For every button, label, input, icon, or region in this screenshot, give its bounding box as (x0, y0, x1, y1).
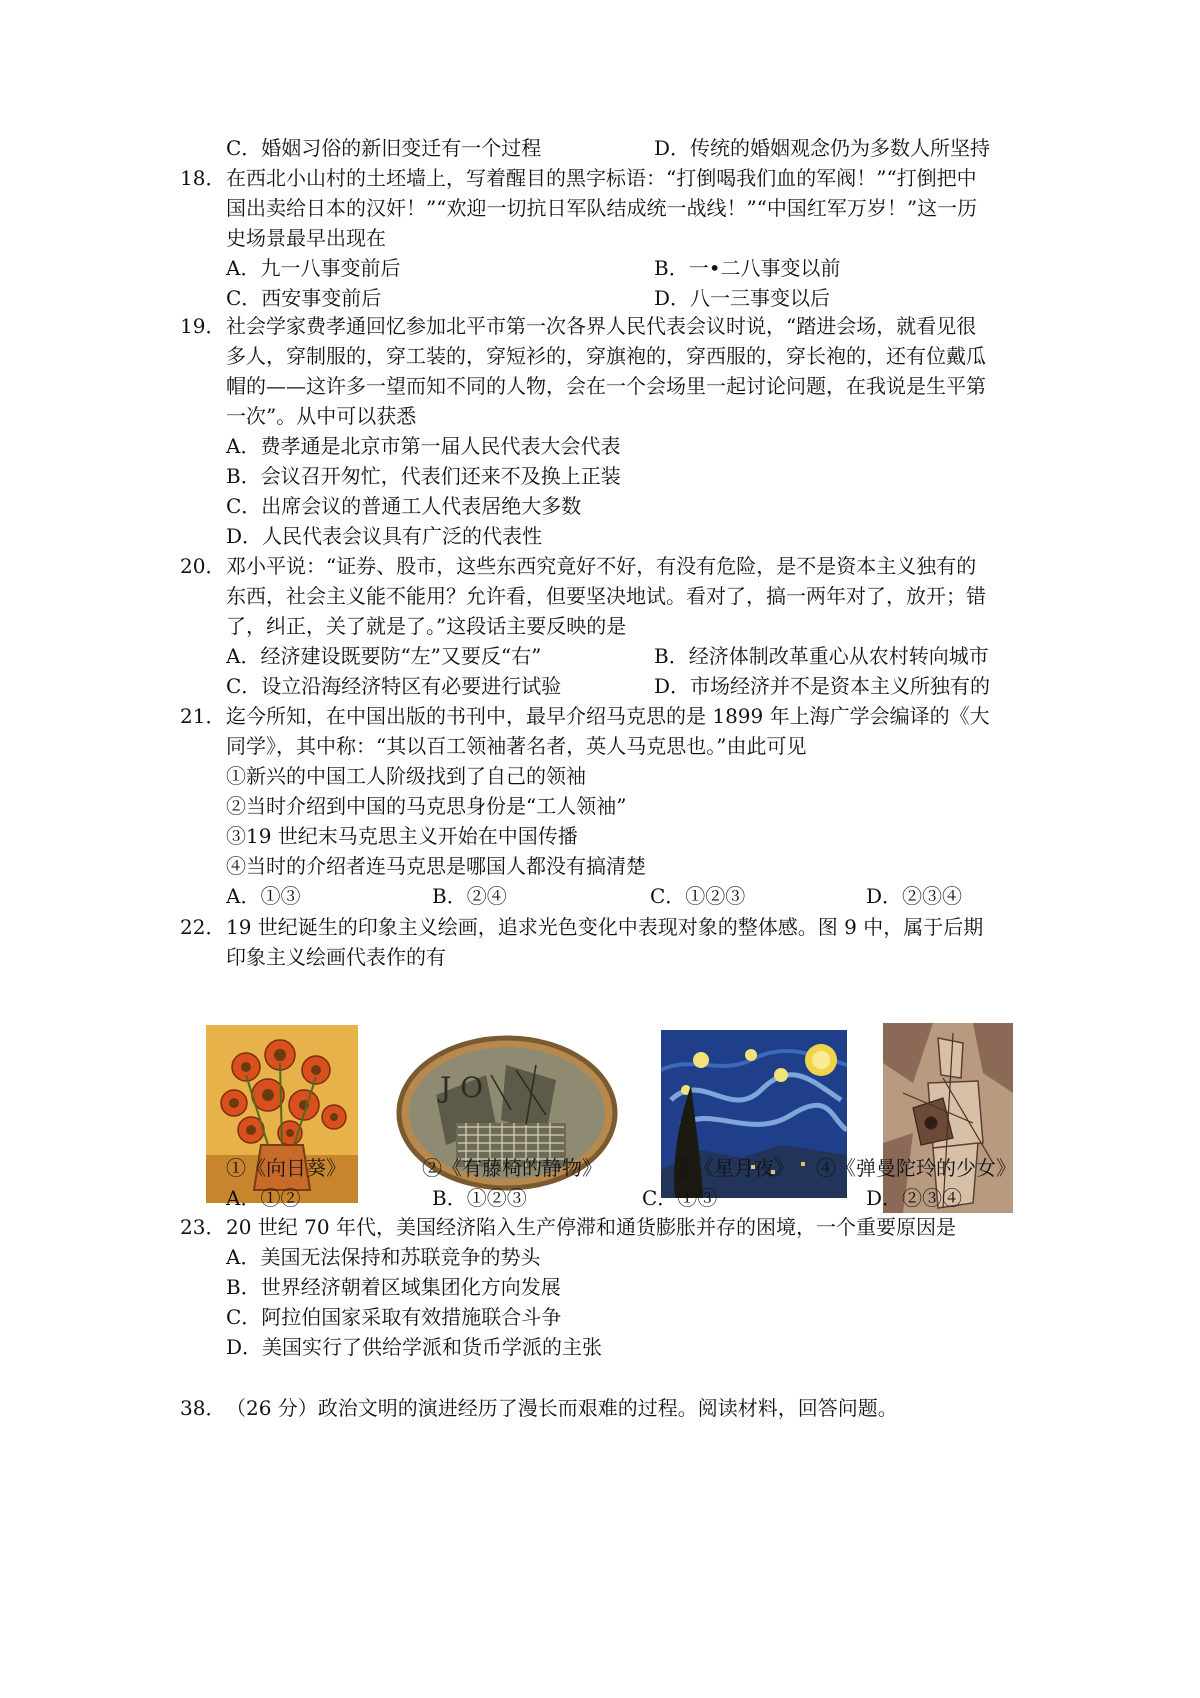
q18-stem-line: 国出卖给日本的汉奸！”“欢迎一切抗日军队结成统一战线！”“中国红军万岁！”这一历 (226, 196, 978, 220)
q18-option-c: C．西安事变前后 (226, 286, 382, 310)
q20-number: 20． (180, 554, 226, 578)
q20-option-d: D．市场经济并不是资本主义所独有的 (654, 674, 991, 698)
q23-number: 23． (180, 1215, 226, 1239)
q19-stem-line: 多人，穿制服的，穿工装的，穿短衫的，穿旗袍的，穿西服的，穿长袍的，还有位戴瓜 (226, 344, 986, 368)
q20-option-b: B．经济体制改革重心从农村转向城市 (654, 644, 989, 668)
q17-option-d: D．传统的婚姻观念仍为多数人所坚持 (654, 136, 991, 160)
q22-option-a: A．①② (226, 1186, 301, 1210)
q21-stem-line: 迄今所知，在中国出版的书刊中，最早介绍马克思的是 1899 年上海广学会编译的《大 (226, 704, 990, 728)
q18-option-b: B．一•二八事变以前 (654, 256, 841, 280)
q20-stem-line: 了，纠正，关了就是了。”这段话主要反映的是 (226, 614, 627, 638)
q18-option-a: A．九一八事变前后 (226, 256, 401, 280)
q20-option-a: A．经济建设既要防“左”又要反“右” (226, 644, 542, 668)
q23-option-d: D．美国实行了供给学派和货币学派的主张 (226, 1335, 603, 1359)
q19-option-b: B．会议召开匆忙，代表们还来不及换上正装 (226, 464, 621, 488)
q23-stem-line: 20 世纪 70 年代，美国经济陷入生产停滞和通货膨胀并存的困境，一个重要原因是 (226, 1215, 956, 1239)
q38-number: 38． (180, 1396, 226, 1420)
q21-item: ①新兴的中国工人阶级找到了自己的领袖 (226, 764, 586, 788)
q21-option-a: A．①③ (226, 884, 301, 908)
q18-option-d: D．八一三事变以后 (654, 286, 831, 310)
q19-stem-line: 一次”。从中可以获悉 (226, 404, 417, 428)
q21-number: 21． (180, 704, 226, 728)
q18-stem-line: 史场景最早出现在 (226, 226, 386, 250)
q23-option-b: B．世界经济朝着区域集团化方向发展 (226, 1275, 561, 1299)
caption-girl-mandolin: ④《弹曼陀玲的少女》 (816, 1156, 1016, 1180)
q18-number: 18． (180, 166, 226, 190)
q22-option-b: B．①②③ (432, 1186, 527, 1210)
q19-option-d: D．人民代表会议具有广泛的代表性 (226, 524, 543, 548)
caption-starry-night: ③《星月夜》 (674, 1156, 794, 1180)
q19-stem-line: 社会学家费孝通回忆参加北平市第一次各界人民代表会议时说，“踏进会场，就看见很 (226, 314, 977, 338)
q20-stem-line: 东西，社会主义能不能用？允许看，但要坚决地试。看对了，搞一两年对了，放开；错 (226, 584, 986, 608)
q23-option-c: C．阿拉伯国家采取有效措施联合斗争 (226, 1305, 562, 1329)
caption-sunflowers: ①《向日葵》 (226, 1156, 346, 1180)
q22-stem-line: 印象主义绘画代表作的有 (226, 945, 446, 969)
q23-option-a: A．美国无法保持和苏联竞争的势头 (226, 1245, 541, 1269)
q19-option-a: A．费孝通是北京市第一届人民代表大会代表 (226, 434, 621, 458)
q21-item: ②当时介绍到中国的马克思身份是“工人领袖” (226, 794, 627, 818)
svg-text:J O: J O (440, 1071, 484, 1104)
q21-stem-line: 同学》，其中称：“其以百工领袖著名者，英人马克思也。”由此可见 (226, 734, 807, 758)
q20-option-c: C．设立沿海经济特区有必要进行试验 (226, 674, 562, 698)
q19-number: 19． (180, 314, 226, 338)
caption-still-life: ②《有藤椅的静物》 (422, 1156, 602, 1180)
q21-item: ④当时的介绍者连马克思是哪国人都没有搞清楚 (226, 854, 646, 878)
q21-option-b: B．②④ (432, 884, 507, 908)
q22-number: 22． (180, 915, 226, 939)
q20-stem-line: 邓小平说：“证券、股市，这些东西究竟好不好，有没有危险，是不是资本主义独有的 (226, 554, 977, 578)
q21-option-c: C．①②③ (650, 884, 746, 908)
q17-option-c: C．婚姻习俗的新旧变迁有一个过程 (226, 136, 542, 160)
q22-option-c: C．①③ (642, 1186, 718, 1210)
q21-option-d: D．②③④ (866, 884, 963, 908)
q22-stem-line: 19 世纪诞生的印象主义绘画，追求光色变化中表现对象的整体感。图 9 中，属于后期 (226, 915, 984, 939)
q19-option-c: C．出席会议的普通工人代表居绝大多数 (226, 494, 582, 518)
q19-stem-line: 帽的——这许多一望而知不同的人物，会在一个会场里一起讨论问题，在我说是生平第 (226, 374, 986, 398)
q21-item: ③19 世纪末马克思主义开始在中国传播 (226, 824, 578, 848)
q22-option-d: D．②③④ (866, 1186, 963, 1210)
q38-stem-line: （26 分）政治文明的演进经历了漫长而艰难的过程。阅读材料，回答问题。 (226, 1396, 898, 1420)
q18-stem-line: 在西北小山村的土坯墙上，写着醒目的黑字标语：“打倒喝我们血的军阀！”“打倒把中 (226, 166, 977, 190)
